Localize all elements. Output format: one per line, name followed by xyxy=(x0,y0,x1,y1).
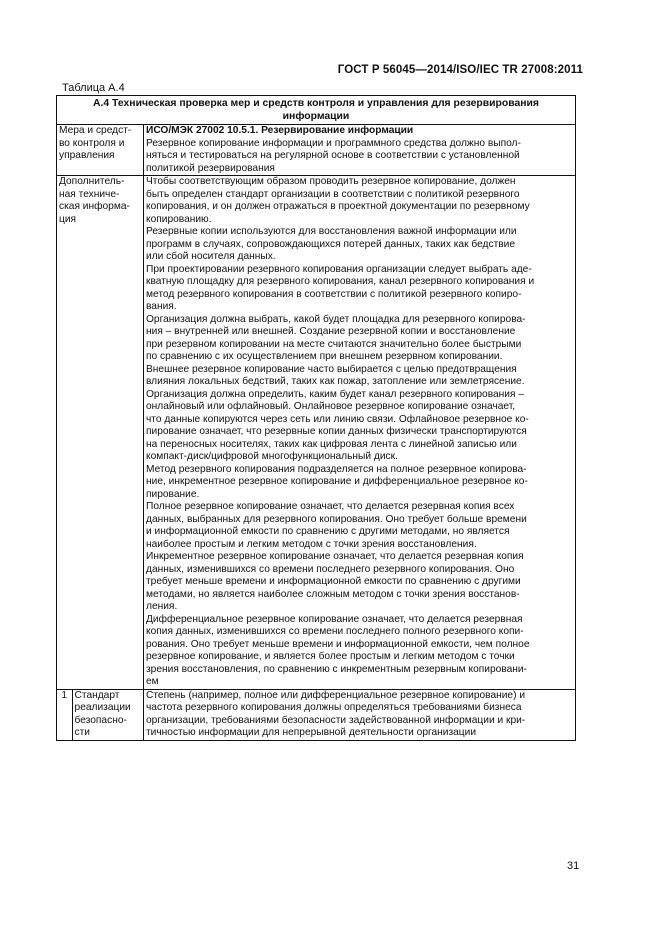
table-label: Таблица А.4 xyxy=(62,82,125,94)
label-line: во контроля и xyxy=(59,137,125,149)
label-line: Дополнитель- xyxy=(59,176,125,187)
text-line: При проектировании резервного копирования организации следует выбрать аде- xyxy=(146,263,532,275)
row-number: 1 xyxy=(57,689,73,740)
text-line: Организация должна определить, каким будет канал резервного копирования – xyxy=(146,388,525,400)
implementation-standard-label-cell xyxy=(72,689,143,740)
text-line: данных, изменившихся со времени последнего резервного копирования. Оно xyxy=(146,563,515,575)
text-line: Степень (например, полное или дифференциальное резервное копирование) и xyxy=(146,689,526,701)
text-line: быть определен стандарт организации в соответствии с политикой резервного xyxy=(146,188,520,200)
table-title xyxy=(57,96,576,125)
text-line: или сбой носителя данных. xyxy=(146,251,276,262)
control-content-cell xyxy=(144,125,576,176)
text-line: Метод резервного копирования подразделяется на полное резервное копирова- xyxy=(146,463,527,475)
control-label-cell xyxy=(57,125,144,176)
text-line: Чтобы соответствующим образом проводить резервное копирование, должен xyxy=(146,176,516,187)
text-line: копия данных, изменившихся со времени последнего полного резервного копи- xyxy=(146,626,524,637)
text-line: при резервном копировании на месте считаются значительно более быстрыми xyxy=(146,338,522,350)
text-line: влияния локальных бедствий, таких как пожар, затопление или землетрясение. xyxy=(146,376,525,387)
additional-info-content-cell xyxy=(144,176,576,690)
text-line: по сравнению с их осуществлением при внешнем резервном копировании. xyxy=(146,351,503,362)
text-line: рования. Оно требует меньше времени и информационной емкости, чем полное xyxy=(146,638,530,650)
additional-info-label-cell xyxy=(57,176,144,690)
text-line: что данные копируются через сеть или линию связи. Офлайновое резервное ко- xyxy=(146,413,529,425)
additional-info-row xyxy=(57,176,576,690)
text-line: ем xyxy=(146,676,159,687)
label-line: ская информа- xyxy=(59,201,130,212)
text-line: данных, выбранных для резервного копирования. Оно требует больше времени xyxy=(146,513,527,525)
text-line: Резервные копии используются для восстановления важной информации или xyxy=(146,226,517,237)
label-line: сти xyxy=(74,727,90,738)
page-number: 31 xyxy=(567,860,580,872)
text-line: на переносных носителях, таких как цифровая лента с линейной записью или xyxy=(146,438,517,450)
control-row xyxy=(57,125,576,176)
text-line: методами, но является наиболее сложным методом с точки зрения восстанов- xyxy=(146,588,520,600)
label-line: Мера и средст- xyxy=(59,125,132,136)
implementation-standard-content-cell xyxy=(144,689,576,740)
label-line: управления xyxy=(59,150,115,161)
requirements-table xyxy=(56,95,576,741)
table-title-line: А.4 Техническая проверка мер и средств контроля и управления для резервирования xyxy=(92,98,539,109)
text-line: Организация должна выбрать, какой будет площадка для резервного копирова- xyxy=(146,313,526,325)
text-line: метод резервного копирования в соответствии с политикой резервного копиро- xyxy=(146,288,522,300)
label-line: ная техниче- xyxy=(59,188,120,200)
text-line: вания. xyxy=(146,301,177,312)
text-line: компакт-диск/цифровой многофункциональный диск. xyxy=(146,451,398,462)
text-line: ления. xyxy=(146,601,178,612)
control-heading: ИСО/МЭК 27002 10.5.1. Резервирование информации xyxy=(146,125,414,136)
text-line: Полное резервное копирование означает, что делается резервная копия всех xyxy=(146,501,515,512)
text-line: резервное копирование, и является более простым и легким методом с точки xyxy=(146,651,515,662)
text-line: наиболее простым и легким методом с точки зрения восстановления. xyxy=(146,538,477,550)
text-line: и информационной емкости по сравнению с другими методами, но является xyxy=(146,526,510,537)
text-line: тичностью информации для непрерывной деятельности организации xyxy=(146,727,477,738)
table-title-line: информации xyxy=(282,110,350,122)
label-line: реализации xyxy=(74,702,131,713)
text-line: зрения восстановления, по сравнению с инкрементным резервным копировани- xyxy=(146,663,527,675)
implementation-standard-row xyxy=(57,689,576,740)
text-line: программ в случаях, сопровождающихся потерей данных, таких как бедствие xyxy=(146,238,516,250)
text-line: копирования, и он должен отражаться в проектной документации по резервному xyxy=(146,201,530,212)
text-line: пирование. xyxy=(146,488,200,500)
standard-header: ГОСТ Р 56045—2014/ISO/IEC TR 27008:2011 xyxy=(337,64,583,76)
label-line: ция xyxy=(59,213,77,225)
text-line: организации, требованиями безопасности задействованной информации и кри- xyxy=(146,714,526,726)
text-line: кватную площадку для резервного копирования, канал резервного копирования и xyxy=(146,276,535,287)
text-line: Резервное копирование информации и программного средства должно выпол- xyxy=(146,137,521,149)
label-line: Стандарт xyxy=(74,689,120,701)
text-line: Инкрементное резервное копирование означает, что делается резервная копия xyxy=(146,551,524,562)
text-line: Дифференциальное резервное копирование означает, что делается резервная xyxy=(146,613,523,625)
text-line: ние, инкрементное резервное копирование и дифференциальное резервное ко- xyxy=(146,476,528,487)
text-line: няться и тестироваться на регулярной основе в соответствии с установленной xyxy=(146,150,520,161)
text-line: копированию. xyxy=(146,213,212,225)
text-line: онлайновый или офлайновый. Онлайновое резервное копирование означает, xyxy=(146,401,516,412)
label-line: безопасно- xyxy=(74,714,127,726)
text-line: Внешнее резервное копирование часто выбирается с целью предотвращения xyxy=(146,363,517,375)
text-line: пирование означает, что резервные копии данных физически транспортируются xyxy=(146,426,527,437)
text-line: ния – внутренней или внешней. Создание резервной копии и восстановление xyxy=(146,326,516,337)
text-line: частота резервного копирования должны определяться требованиями бизнеса xyxy=(146,702,522,713)
table-title-row xyxy=(57,96,576,125)
text-line: политикой резервирования xyxy=(146,162,275,174)
text-line: требует меньше времени и информационной емкости по сравнению с другими xyxy=(146,576,521,587)
